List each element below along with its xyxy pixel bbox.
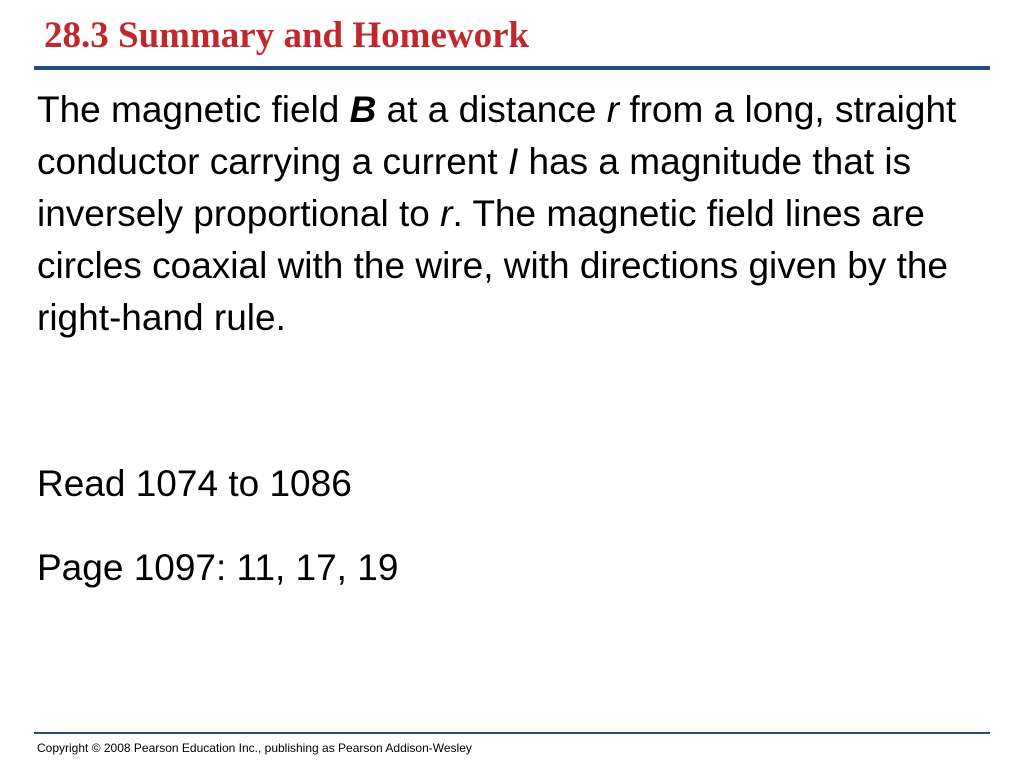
field-symbol-b: B	[349, 89, 377, 130]
copyright-footer: Copyright © 2008 Pearson Education Inc., publishing as Pearson Addison-Wesley	[37, 741, 472, 755]
slide-title: 28.3 Summary and Homework	[44, 15, 530, 56]
homework-problems: Page 1097: 11, 17, 19	[37, 547, 399, 588]
title-divider	[34, 66, 990, 70]
summary-paragraph	[37, 84, 987, 344]
current-symbol-i: I	[507, 141, 519, 182]
footer-divider	[34, 732, 990, 734]
summary-text-1: The magnetic field	[37, 89, 350, 130]
summary-text-4: has a magnitude that is inversely proportional to	[37, 141, 912, 234]
reading-assignment: Read 1074 to 1086	[37, 463, 352, 504]
distance-symbol-r-2: r	[440, 193, 453, 234]
distance-symbol-r: r	[606, 89, 620, 130]
summary-text-5: . The magnetic field lines are circles coaxial with the wire, with directions given by the right-hand rule.	[37, 193, 948, 338]
summary-text-3: from a long, straight conductor carrying a current	[37, 89, 957, 182]
summary-text-2: at a distance	[376, 89, 607, 130]
